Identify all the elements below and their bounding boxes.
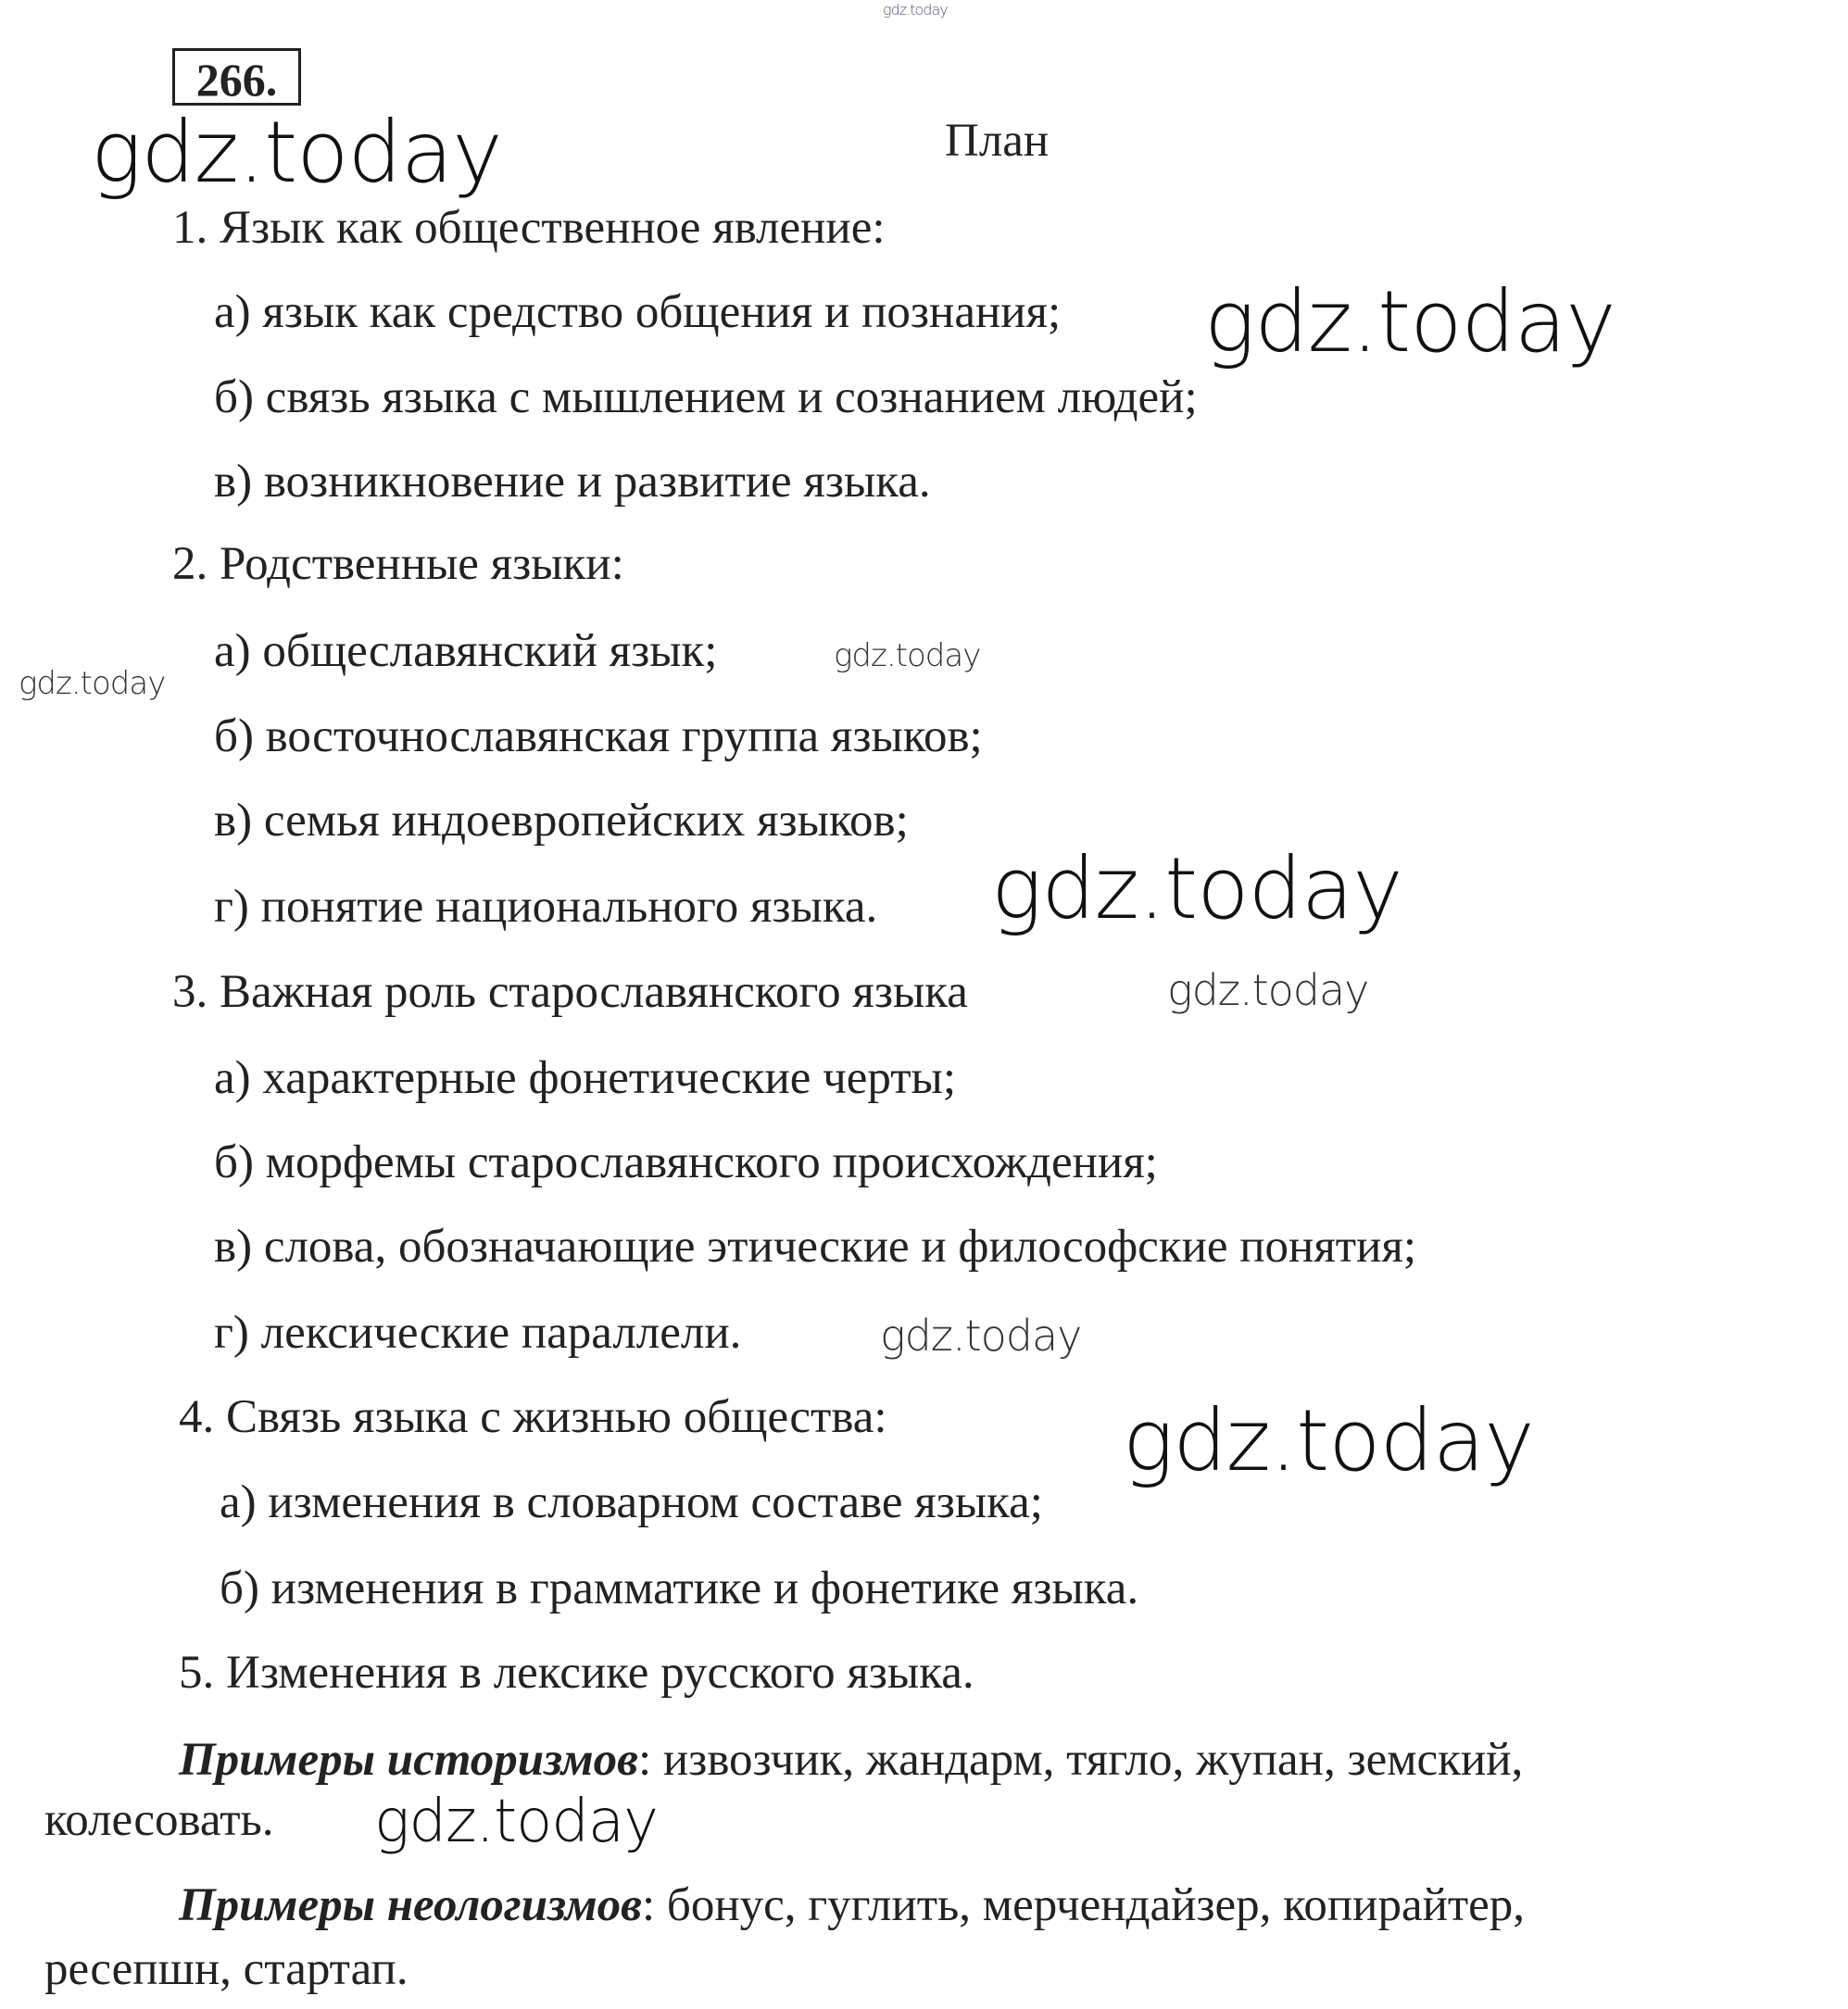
plan-item-4: 4. Связь языка с жизнью общества: xyxy=(179,1391,887,1443)
historisms-label: Примеры историзмов xyxy=(179,1734,638,1786)
plan-subitem: в) семья индоевропейских языков; xyxy=(214,795,909,847)
plan-subitem: г) понятие национального языка. xyxy=(214,881,878,933)
neologisms-label: Примеры неологизмов xyxy=(179,1879,642,1931)
plan-subitem: а) общеславянский язык; xyxy=(214,625,718,677)
plan-subitem: б) морфемы старославянского происхождения; xyxy=(214,1136,1158,1188)
plan-subitem: б) изменения в грамматике и фонетике языка. xyxy=(220,1563,1139,1614)
watermark: gdz.today xyxy=(991,839,1402,938)
plan-item-5: 5. Изменения в лексике русского языка. xyxy=(179,1647,974,1699)
neologisms-line-2: ресепшн, стартап. xyxy=(44,1943,409,1995)
neologisms-line xyxy=(179,1877,1525,1933)
plan-subitem: а) характерные фонетические черты; xyxy=(214,1052,956,1104)
watermark: gdz.today xyxy=(1204,272,1615,371)
plan-subitem: а) язык как средство общения и познания; xyxy=(214,286,1062,338)
plan-subitem: а) изменения в словарном составе языка; xyxy=(220,1476,1043,1528)
watermark: gdz.today xyxy=(1167,965,1369,1015)
plan-subitem: б) связь языка с мышлением и сознанием людей; xyxy=(214,371,1198,423)
exercise-number: 266. xyxy=(172,48,301,106)
plan-subitem: в) возникновение и развитие языка. xyxy=(214,456,931,508)
page-title: План xyxy=(945,115,1050,167)
watermark: gdz.today xyxy=(880,1311,1082,1361)
plan-item-1: 1. Язык как общественное явление: xyxy=(172,202,886,254)
historisms-list: : извозчик, жандарм, тягло, жупан, земский, xyxy=(637,1734,1524,1786)
watermark: gdz.today xyxy=(19,665,166,702)
plan-subitem: в) слова, обозначающие этические и философские понятия; xyxy=(214,1221,1417,1273)
watermark: gdz.today xyxy=(1123,1391,1534,1490)
neologisms-list: : бонус, гуглить, мерчендайзер, копирайтер, xyxy=(641,1879,1526,1931)
watermark: gdz.today xyxy=(834,637,981,674)
historisms-line-2: колесовать. xyxy=(44,1794,274,1846)
plan-subitem: г) лексические параллели. xyxy=(214,1307,742,1359)
plan-item-2: 2. Родственные языки: xyxy=(172,538,624,590)
watermark-top: gdz.today xyxy=(883,1,948,19)
plan-item-3: 3. Важная роль старославянского языка xyxy=(172,966,968,1018)
historisms-line xyxy=(179,1732,1523,1788)
watermark: gdz.today xyxy=(374,1788,658,1856)
plan-subitem: б) восточнославянская группа языков; xyxy=(214,710,983,762)
watermark: gdz.today xyxy=(91,103,502,202)
